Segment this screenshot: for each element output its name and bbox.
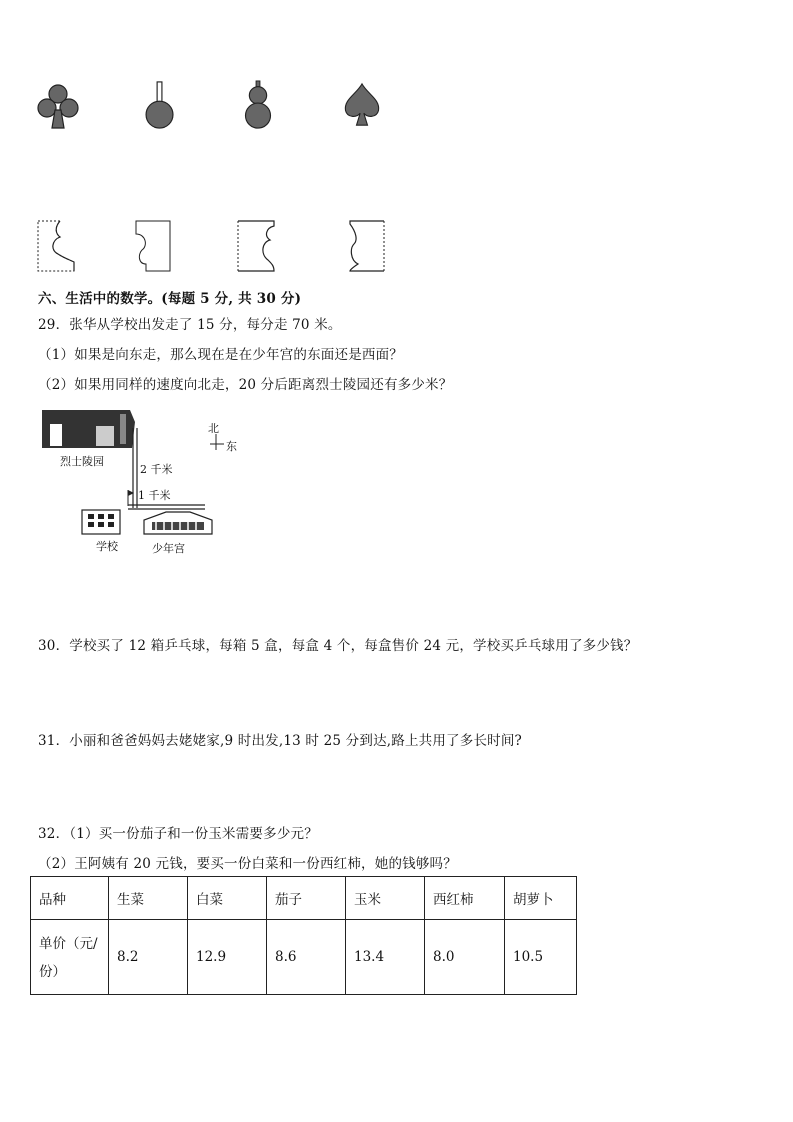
table-header-cell: 白菜 [188,877,267,920]
compass-east-label: 东 [226,440,237,453]
question-32-part-1: 32．（1）买一份茄子和一份玉米需要多少元？ [38,826,318,842]
price-cell: 10.5 [505,920,577,995]
section-title: 六、生活中的数学。(每题 5 分, 共 30 分) [38,291,302,307]
club-icon [36,82,80,132]
table-header-row [31,877,577,920]
table-header-cell: 西红柿 [425,877,505,920]
school-label: 学校 [96,540,118,553]
half-bulb-shape-icon [132,220,172,272]
question-29-part-1: （1）如果是向东走，那么现在是在少年宫的东面还是西面？ [38,347,403,363]
price-cell: 8.2 [109,920,188,995]
price-cell: 8.0 [425,920,505,995]
spade-icon [340,80,384,130]
price-cell: 8.6 [267,920,346,995]
palace-label: 少年宫 [152,542,185,555]
question-31: 31．小丽和爸爸妈妈去姥姥家,9 时出发,13 时 25 分到达,路上共用了多长时间? [38,733,522,749]
price-cell: 13.4 [346,920,425,995]
unit-price-label-line-1: 单价（元/ [39,936,98,952]
question-29: 29．张华从学校出发走了 15 分，每分走 70 米。 [38,317,342,333]
price-cell: 12.9 [188,920,267,995]
table-header-cell: 品种 [31,877,109,920]
table-header-cell: 玉米 [346,877,425,920]
question-29-part-2: （2）如果用同样的速度向北走，20 分后距离烈士陵园还有多少米？ [38,377,453,393]
table-header-cell: 胡萝卜 [505,877,577,920]
half-club-shape-icon [36,220,76,272]
route-map [40,408,245,558]
half-gourd-shape-icon [236,220,276,272]
distance-2km-label: 2 千米 [140,463,173,476]
half-spade-shape-icon [346,220,386,272]
cemetery-label: 烈士陵园 [60,455,104,468]
unit-price-label-cell [31,920,109,995]
table-header-cell: 生菜 [109,877,188,920]
price-table [30,876,577,995]
bulb-icon [138,80,182,130]
gourd-icon [236,80,280,130]
distance-1km-label: 1 千米 [138,489,171,502]
table-row [31,920,577,995]
question-32-part-2: （2）王阿姨有 20 元钱，要买一份白菜和一份西红柿，她的钱够吗？ [38,856,457,872]
question-30: 30．学校买了 12 箱乒乓球，每箱 5 盒，每盒 4 个，每盒售价 24 元，学校买乒乓球用了多少钱？ [38,638,638,654]
unit-price-label-line-2: 份） [39,964,66,980]
compass-north-label: 北 [208,422,219,435]
table-header-cell: 茄子 [267,877,346,920]
